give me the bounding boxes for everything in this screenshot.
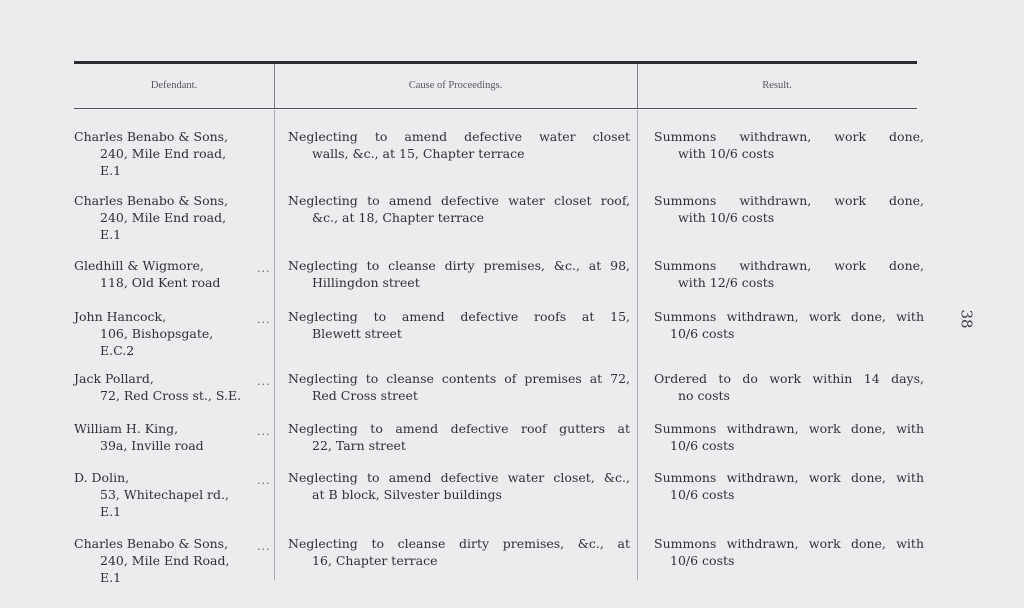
cause-line: Hillingdon street xyxy=(312,275,420,290)
cause-cell xyxy=(288,535,630,569)
result-line: Summons withdrawn, work done, with xyxy=(654,536,924,551)
defendant-cell xyxy=(74,370,270,404)
cause-cell xyxy=(288,420,630,454)
defendant-cell xyxy=(74,128,270,179)
cause-line: 16, Chapter terrace xyxy=(312,553,438,568)
column-divider xyxy=(637,110,638,580)
cause-line: Neglecting to amend defective roofs at 15, xyxy=(288,309,630,324)
result-cell xyxy=(654,420,924,454)
result-line: Ordered to do work within 14 days, xyxy=(654,371,924,386)
defendant-line: 240, Mile End road, xyxy=(100,146,227,161)
result-cell xyxy=(654,128,924,162)
defendant-cell xyxy=(74,192,270,243)
defendant-line: D. Dolin, xyxy=(74,470,130,485)
cause-line: Neglecting to amend defective water closet xyxy=(288,129,630,144)
defendant-line: William H. King, xyxy=(74,421,179,436)
defendant-line: 106, Bishopsgate, xyxy=(100,326,214,341)
defendant-line: Charles Benabo & Sons, xyxy=(74,193,229,208)
defendant-line: 72, Red Cross st., S.E. xyxy=(100,388,242,403)
cause-cell xyxy=(288,308,630,342)
cause-line: Neglecting to cleanse dirty premises, &c., at xyxy=(288,536,630,551)
result-line: 10/6 costs xyxy=(670,487,735,502)
header-cause: Cause of Proceedings. xyxy=(408,80,503,91)
leader-dots: ... xyxy=(257,540,271,553)
defendant-cell xyxy=(74,257,270,291)
header-result: Result. xyxy=(762,80,792,91)
cause-line: Blewett street xyxy=(312,326,402,341)
cause-line: Red Cross street xyxy=(312,388,418,403)
result-line: 10/6 costs xyxy=(670,326,735,341)
result-line: Summons withdrawn, work done, xyxy=(654,193,924,208)
result-cell xyxy=(654,370,924,404)
cause-line: Neglecting to amend defective water closet, &c., xyxy=(288,470,630,485)
defendant-cell xyxy=(74,469,270,520)
defendant-cell xyxy=(74,308,270,359)
cause-line: 22, Tarn street xyxy=(312,438,406,453)
cause-line: Neglecting to cleanse dirty premises, &c., at 98, xyxy=(288,258,630,273)
result-line: no costs xyxy=(678,388,730,403)
defendant-line: E.1 xyxy=(100,163,122,178)
cause-line: Neglecting to amend defective roof gutters at xyxy=(288,421,630,436)
result-line: with 10/6 costs xyxy=(678,146,775,161)
leader-dots: ... xyxy=(257,474,271,487)
result-line: 10/6 costs xyxy=(670,438,735,453)
result-cell xyxy=(654,308,924,342)
leader-dots: ... xyxy=(257,425,271,438)
leader-dots: ... xyxy=(257,313,271,326)
cause-line: Neglecting to amend defective water closet roof, xyxy=(288,193,630,208)
defendant-cell xyxy=(74,420,270,454)
result-line: Summons withdrawn, work done, xyxy=(654,258,924,273)
defendant-line: 118, Old Kent road xyxy=(100,275,221,290)
table-header-rule xyxy=(74,108,917,109)
defendant-line: 39a, Inville road xyxy=(100,438,204,453)
defendant-cell xyxy=(74,535,270,586)
leader-dots: ... xyxy=(257,262,271,275)
result-cell xyxy=(654,192,924,226)
result-line: with 10/6 costs xyxy=(678,210,775,225)
defendant-line: Gledhill & Wigmore, xyxy=(74,258,204,273)
header-defendant: Defendant. xyxy=(150,80,198,91)
defendant-line: Charles Benabo & Sons, xyxy=(74,536,229,551)
cause-cell xyxy=(288,257,630,291)
result-cell xyxy=(654,257,924,291)
column-divider xyxy=(274,110,275,580)
defendant-line: E.C.2 xyxy=(100,343,135,358)
defendant-line: Jack Pollard, xyxy=(74,371,154,386)
table-top-rule xyxy=(74,61,917,64)
cause-line: at B block, Silvester buildings xyxy=(312,487,502,502)
leader-dots: ... xyxy=(257,375,271,388)
result-line: Summons withdrawn, work done, with xyxy=(654,421,924,436)
defendant-line: E.1 xyxy=(100,504,122,519)
cause-cell xyxy=(288,370,630,404)
result-line: Summons withdrawn, work done, with xyxy=(654,309,924,324)
cause-cell xyxy=(288,192,630,226)
cause-line: walls, &c., at 15, Chapter terrace xyxy=(312,146,525,161)
cause-line: &c., at 18, Chapter terrace xyxy=(312,210,485,225)
cause-line: Neglecting to cleanse contents of premises at 72, xyxy=(288,371,630,386)
defendant-line: 53, Whitechapel rd., xyxy=(100,487,229,502)
defendant-line: 240, Mile End Road, xyxy=(100,553,230,568)
page-number: 38 xyxy=(957,309,976,329)
cause-cell xyxy=(288,128,630,162)
result-line: with 12/6 costs xyxy=(678,275,775,290)
defendant-line: John Hancock, xyxy=(74,309,167,324)
result-line: Summons withdrawn, work done, with xyxy=(654,470,924,485)
cause-cell xyxy=(288,469,630,503)
defendant-line: Charles Benabo & Sons, xyxy=(74,129,229,144)
defendant-line: E.1 xyxy=(100,570,122,585)
result-cell xyxy=(654,535,924,569)
result-cell xyxy=(654,469,924,503)
defendant-line: 240, Mile End road, xyxy=(100,210,227,225)
result-line: Summons withdrawn, work done, xyxy=(654,129,924,144)
defendant-line: E.1 xyxy=(100,227,122,242)
result-line: 10/6 costs xyxy=(670,553,735,568)
